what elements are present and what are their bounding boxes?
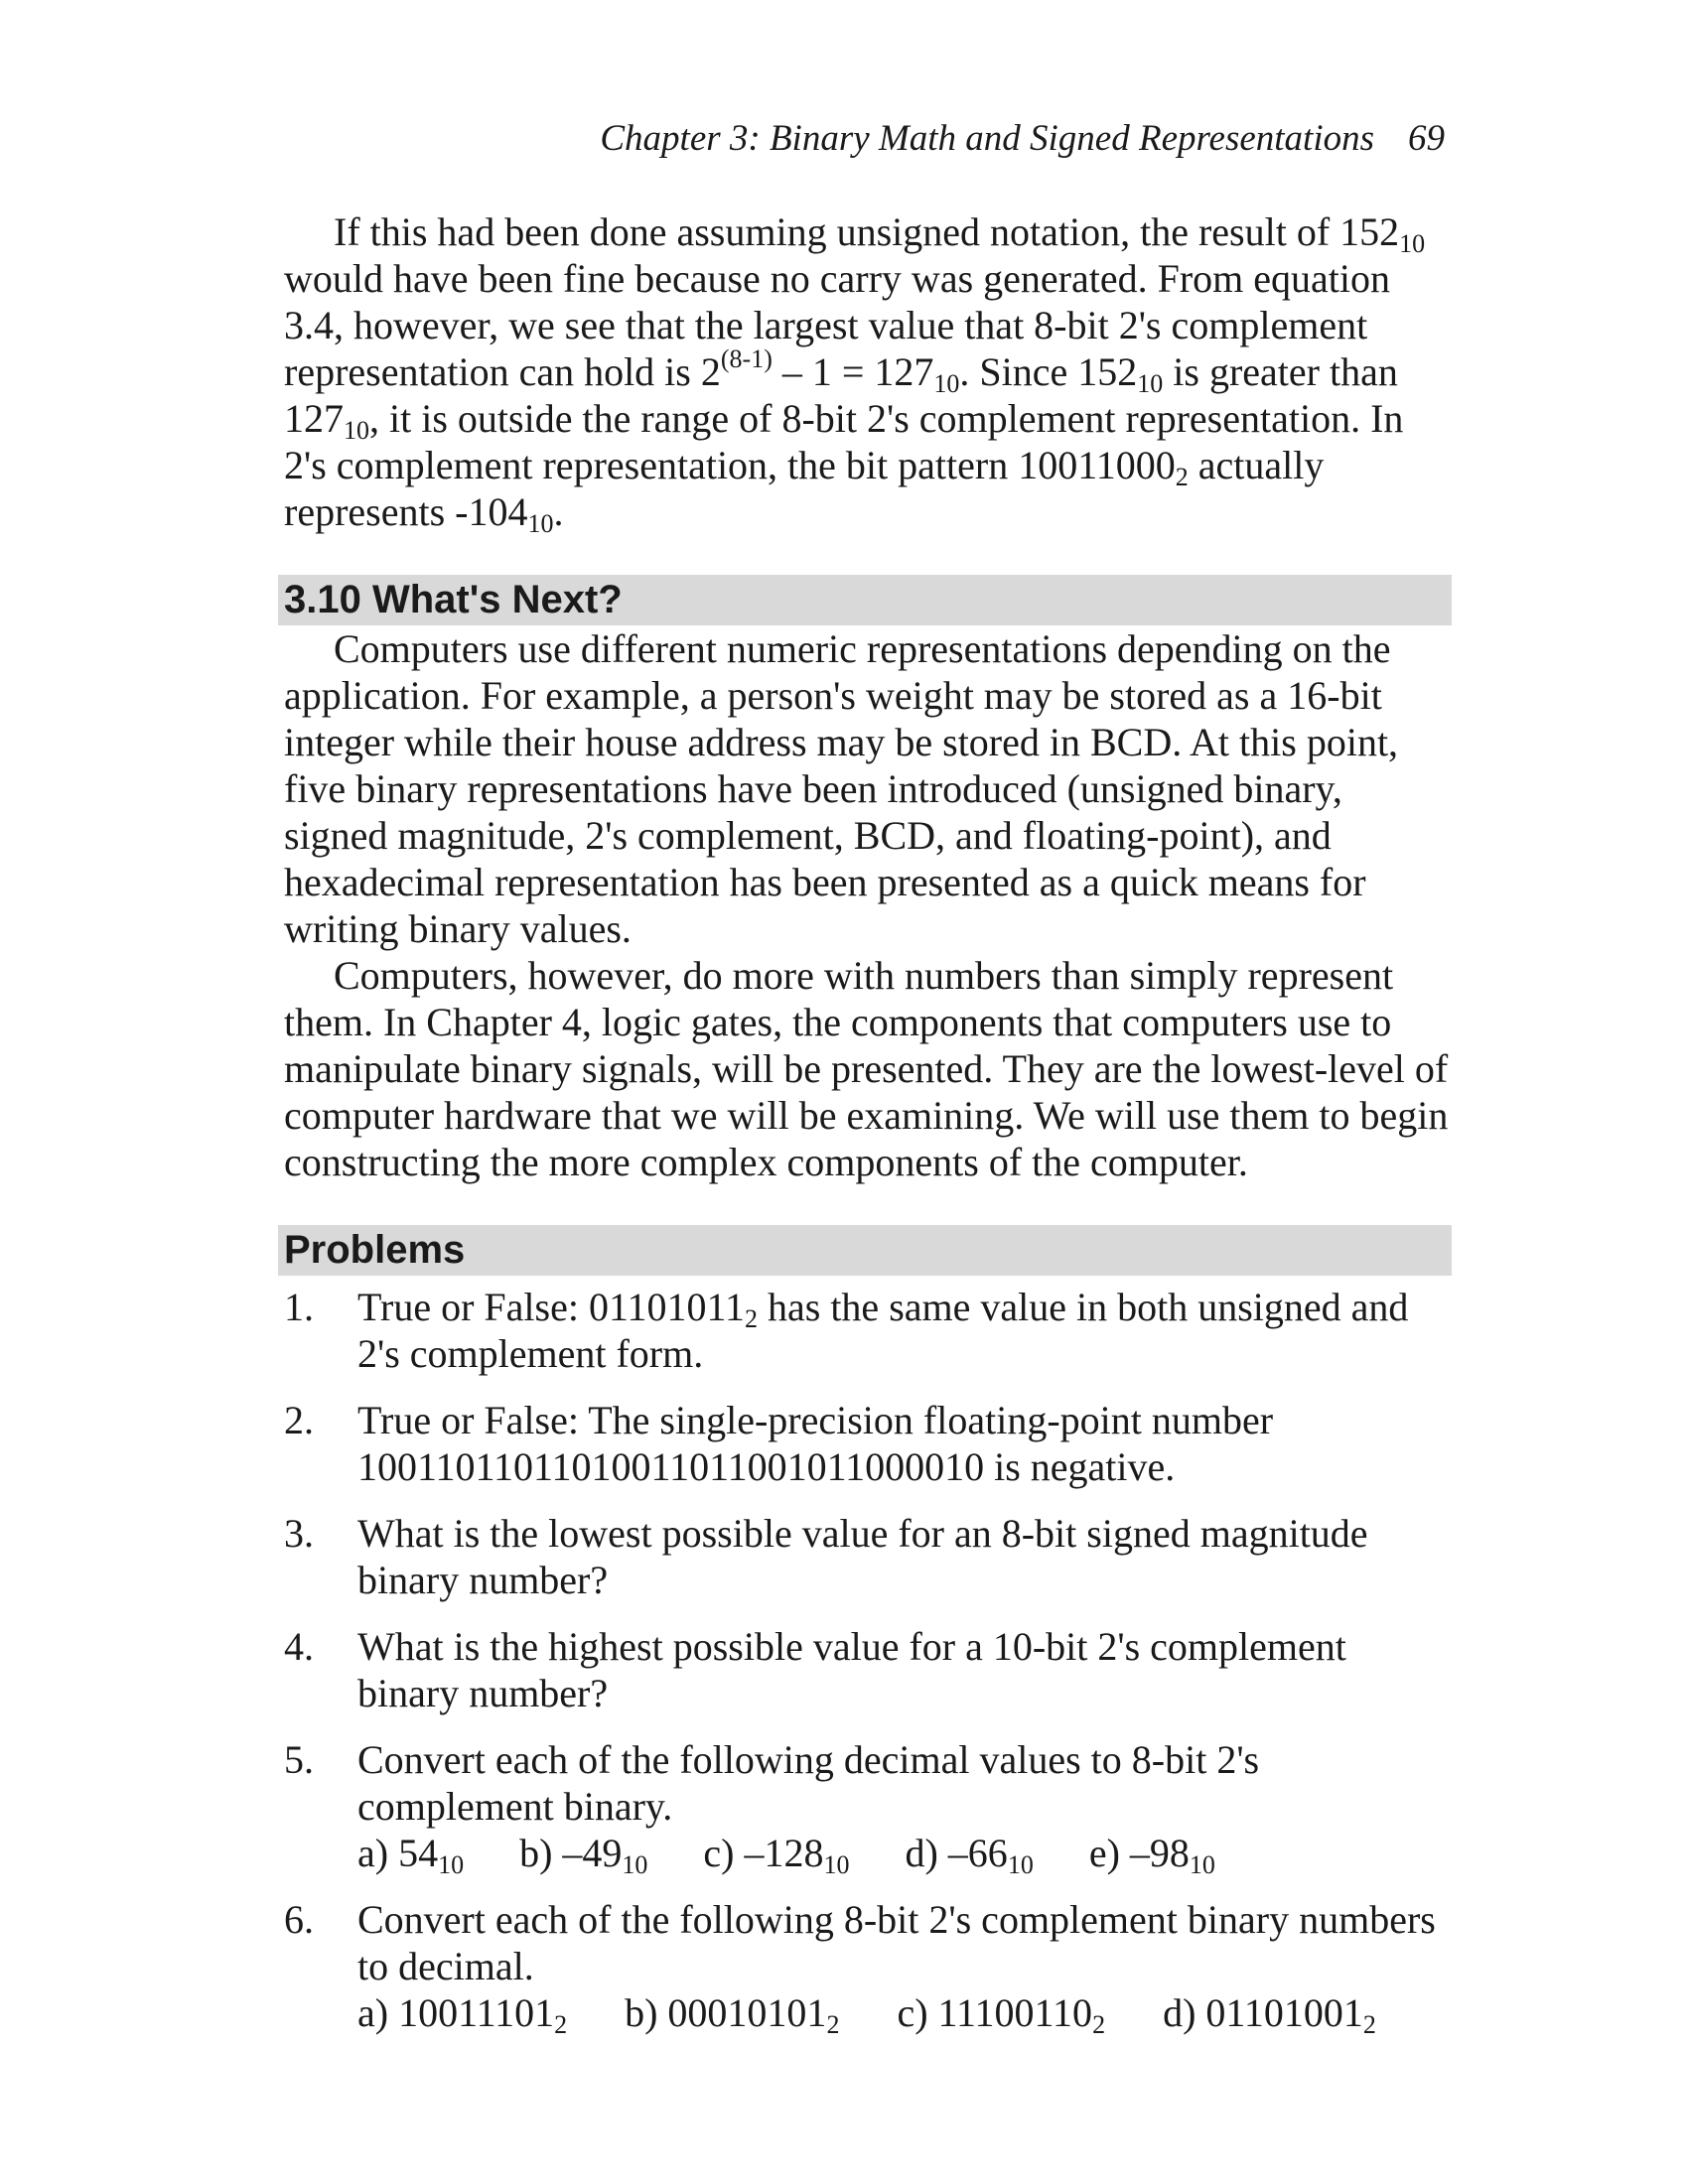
problem-item <box>284 1284 1452 1377</box>
problem-text: Convert each of the following decimal values to 8-bit 2's complement binary. <box>357 1737 1260 1829</box>
problem-number: 3. <box>284 1511 314 1556</box>
text-run: actually represents -104 <box>284 443 1325 534</box>
subproblem-label: a) 54 <box>357 1831 439 1875</box>
subproblem-item <box>1088 1830 1215 1879</box>
subscript: 10 <box>1399 229 1426 258</box>
subscript: 2 <box>554 2010 568 2039</box>
text-run: , it is outside the range of 8-bit 2's complement representation. In 2's complement representation, the bit pattern 10011000 <box>284 396 1404 487</box>
text-run: would have been fine because no carry was generated. From equation 3.4, however, we see that the largest value that 8-bit 2's complement representation can hold is 2 <box>284 256 1391 394</box>
subproblem-row <box>357 1989 1452 2039</box>
subscript: 2 <box>1092 2010 1106 2039</box>
subscript: 10 <box>823 1850 850 1879</box>
page-number: 69 <box>1408 118 1445 159</box>
subscript: 10 <box>933 369 960 398</box>
subproblem-label: e) –98 <box>1088 1831 1190 1875</box>
whats-next-paragraph-1: Computers use different numeric representations depending on the application. For example, a person's weight may be stored as a 16-bit integer while their house address may be stored in BCD. At this point, five binary representations have been introduced (unsigned binary, signed magnitude, 2's complement, BCD, and floating-point), and hexadecimal representation has been presented as a quick means for writing binary values. <box>284 626 1399 951</box>
subproblem-label: c) 11100110 <box>897 1990 1093 2035</box>
chapter-title: Chapter 3: Binary Math and Signed Representations <box>600 118 1374 159</box>
problem-number: 6. <box>284 1897 314 1942</box>
subproblem-label: c) –128 <box>703 1831 824 1875</box>
running-header <box>0 117 1445 160</box>
problem-item <box>284 1397 1452 1490</box>
overflow-paragraph <box>284 208 1452 538</box>
subscript: 2 <box>745 1304 758 1333</box>
text-run: If this had been done assuming unsigned notation, the result of 152 <box>334 209 1400 254</box>
problem-item <box>284 1510 1452 1603</box>
problem-text: True or False: The single-precision floating-point number 10011011011010011011001011000010 is negative. <box>357 1398 1274 1489</box>
text-run: – 1 = 127 <box>772 349 934 394</box>
subproblem-label: d) 01101001 <box>1163 1990 1363 2035</box>
subproblem-item <box>905 1830 1034 1879</box>
problem-number: 2. <box>284 1398 314 1442</box>
text-run: . Since 152 <box>959 349 1138 394</box>
problem-number: 1. <box>284 1285 314 1329</box>
subscript: 2 <box>1175 463 1189 491</box>
problem-text: What is the lowest possible value for an 8-bit signed magnitude binary number? <box>357 1511 1368 1602</box>
text-run: has the same value in both unsigned and 2's complement form. <box>357 1285 1409 1376</box>
problem-item <box>284 1623 1452 1716</box>
subproblem-item <box>897 1989 1106 2039</box>
subproblem-row <box>357 1830 1452 1879</box>
subscript: 10 <box>1189 1850 1215 1879</box>
subscript: 10 <box>1007 1850 1034 1879</box>
page-body <box>284 208 1452 2056</box>
whats-next-paragraph-2: Computers, however, do more with numbers than simply represent them. In Chapter 4, logic gates, the components that computers use to manipulate binary signals, will be presented. They are the lowest-level of computer hardware that we will be examining. We will use them to begin constructing the more complex components of the computer. <box>284 953 1449 1184</box>
subproblem-label: d) –66 <box>905 1831 1008 1875</box>
subproblem-item <box>625 1989 840 2039</box>
subproblem-item <box>357 1989 568 2039</box>
section-heading-problems: Problems <box>278 1225 1452 1276</box>
subproblem-label: b) –49 <box>519 1831 623 1875</box>
subproblem-item <box>519 1830 648 1879</box>
problem-list <box>284 1284 1452 2039</box>
problem-item <box>284 1736 1452 1879</box>
subscript: 2 <box>1362 2010 1376 2039</box>
subproblem-item <box>1163 1989 1376 2039</box>
problem-number: 5. <box>284 1737 314 1782</box>
subproblem-label: b) 00010101 <box>625 1990 827 2035</box>
text-run: True or False: 01101011 <box>357 1285 745 1329</box>
text-run: . <box>553 489 564 534</box>
text-run: is greater than 127 <box>284 349 1398 441</box>
subproblem-label: a) 10011101 <box>357 1990 555 2035</box>
subscript: 10 <box>622 1850 648 1879</box>
superscript: (8-1) <box>720 344 773 373</box>
problem-text: Convert each of the following 8-bit 2's complement binary numbers to decimal. <box>357 1897 1436 1988</box>
subscript: 10 <box>1137 369 1164 398</box>
subproblem-item <box>357 1830 465 1879</box>
subscript: 2 <box>826 2010 840 2039</box>
problem-number: 4. <box>284 1624 314 1669</box>
subscript: 10 <box>344 416 369 445</box>
section-heading-whats-next: 3.10 What's Next? <box>278 575 1452 625</box>
subscript: 10 <box>527 509 554 538</box>
subscript: 10 <box>438 1850 465 1879</box>
subproblem-item <box>703 1830 850 1879</box>
problem-text: What is the highest possible value for a 10-bit 2's complement binary number? <box>357 1624 1346 1715</box>
problem-item <box>284 1896 1452 2039</box>
